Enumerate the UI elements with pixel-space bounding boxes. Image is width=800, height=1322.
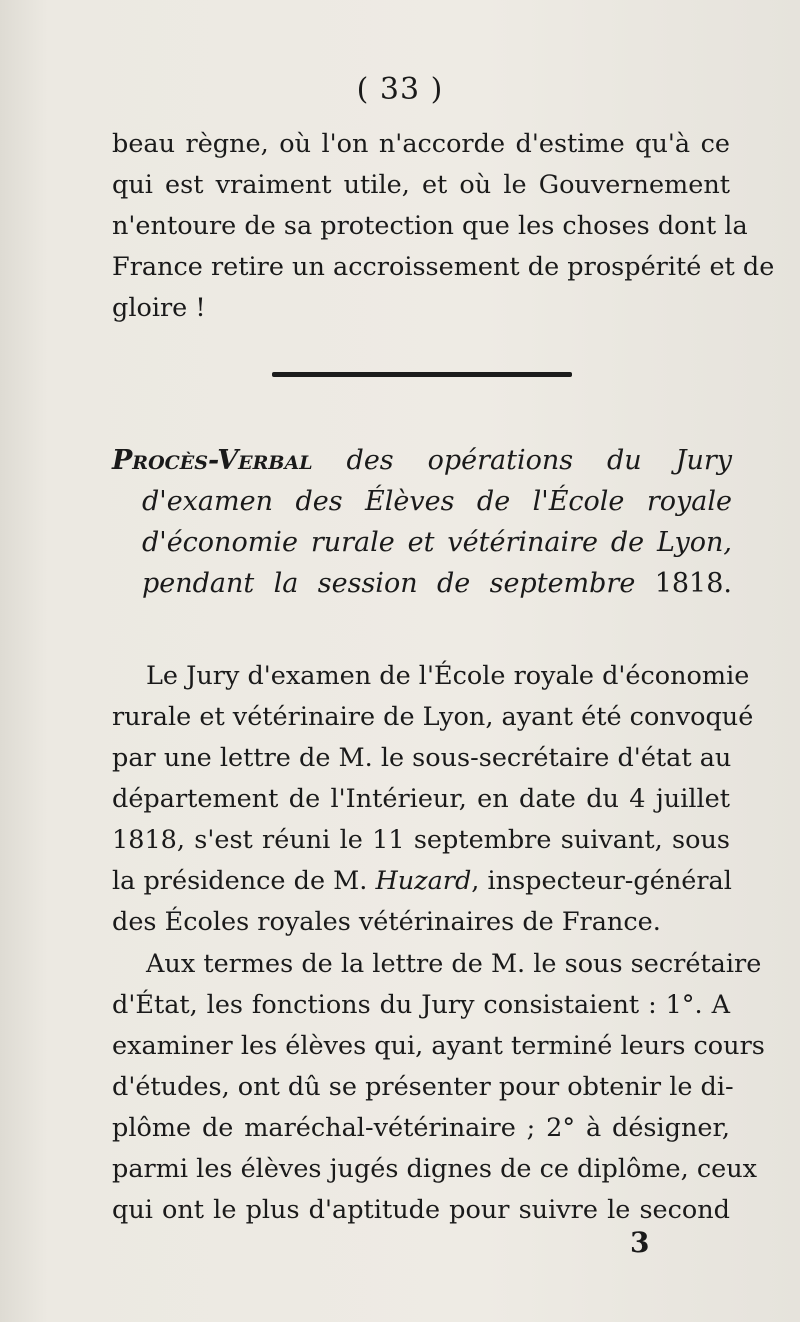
page-number: ( 33 ) <box>356 72 444 107</box>
text-line: Le Jury d'examen de l'École royale d'économie <box>146 661 750 691</box>
text-line: rurale et vétérinaire de Lyon, ayant été convoqué <box>112 702 754 732</box>
heading-label: Procès-Verbal <box>112 445 313 476</box>
intro-paragraph <box>112 124 775 329</box>
text-line: beau règne, où l'on n'accorde d'estime qu'à ce <box>112 129 730 159</box>
text-line: 1818, s'est réuni le 11 septembre suivant, sous <box>112 825 730 855</box>
heading-line: d'économie rurale et vétérinaire de Lyon, <box>142 527 732 558</box>
text-line: examiner les élèves qui, ayant terminé leurs cours <box>112 1031 765 1061</box>
paragraph-jury <box>112 656 754 943</box>
text-line: France retire un accroissement de prospérité et de <box>112 252 775 282</box>
text-line: n'entoure de sa protection que les choses dont la <box>112 211 748 241</box>
text-line: par une lettre de M. le sous-secrétaire d'état au <box>112 743 732 773</box>
text-line: Aux termes de la lettre de M. le sous secrétaire <box>146 949 762 979</box>
heading-line: des opérations du Jury <box>346 445 732 476</box>
paragraph-fonctions <box>112 944 765 1231</box>
text-line: des Écoles royales vétérinaires de France. <box>112 907 661 937</box>
section-divider <box>272 372 572 377</box>
heading-line: d'examen des Élèves de l'École royale <box>142 486 732 517</box>
text-line: d'études, ont dû se présenter pour obtenir le di- <box>112 1072 734 1102</box>
text-line: la présidence de M. Huzard, inspecteur-général <box>112 866 732 896</box>
text-line: plôme de maréchal-vétérinaire ; 2° à désigner, <box>112 1113 730 1143</box>
text-line: d'État, les fonctions du Jury consistaient : 1°. A <box>112 990 730 1020</box>
text-line: qui est vraiment utile, et où le Gouvernement <box>112 170 730 200</box>
section-heading <box>112 440 732 604</box>
text-line: gloire ! <box>112 293 206 323</box>
text-line: qui ont le plus d'aptitude pour suivre le second <box>112 1195 730 1225</box>
text-line: département de l'Intérieur, en date du 4 juillet <box>112 784 730 814</box>
heading-line: pendant la session de septembre 1818. <box>142 568 732 599</box>
signature-mark: 3 <box>630 1226 650 1259</box>
text-line: parmi les élèves jugés dignes de ce diplôme, ceux <box>112 1154 758 1184</box>
